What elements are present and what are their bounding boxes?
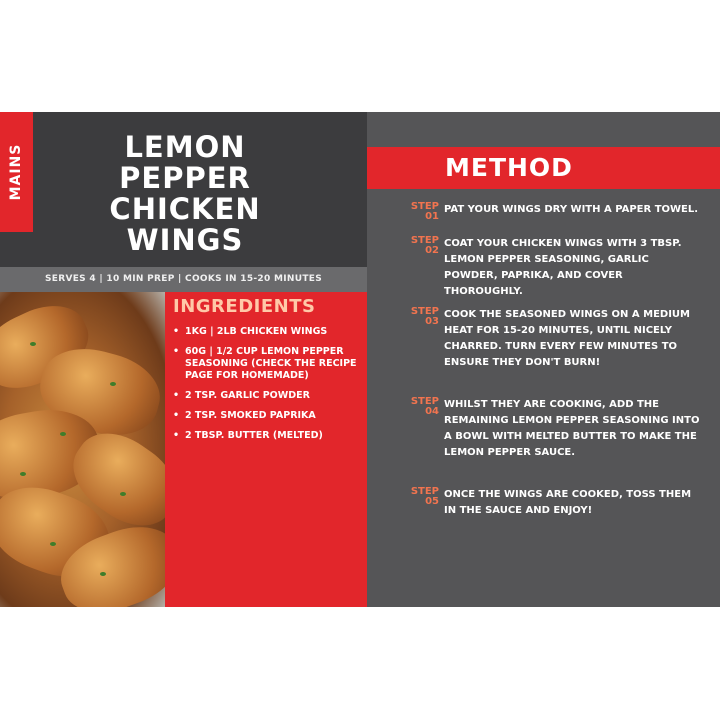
step-label: STEP 03	[410, 306, 439, 327]
section-tab	[0, 112, 33, 232]
step-text: PAT YOUR WINGS DRY WITH A PAPER TOWEL.	[444, 204, 699, 215]
ingredient-item	[173, 326, 361, 338]
bullet-icon: •	[173, 410, 180, 421]
bullet-icon: •	[173, 346, 180, 357]
ingredient-item	[173, 410, 361, 422]
right-page	[367, 112, 720, 607]
ingredients-heading: INGREDIENTS	[173, 296, 316, 317]
ingredients-panel	[165, 292, 367, 607]
ingredients-list	[173, 326, 361, 450]
ingredient-item	[173, 390, 361, 402]
ingredient-text: 2 TSP. GARLIC POWDER	[185, 390, 310, 401]
serves-info: SERVES 4 | 10 MIN PREP | COOKS IN 15-20 MINUTES	[45, 274, 322, 284]
ingredient-item	[173, 346, 361, 382]
recipe-card	[0, 112, 720, 607]
ingredient-text: 60G | 1/2 CUP LEMON PEPPER SEASONING (CHECK THE RECIPE PAGE FOR HOMEMADE)	[185, 346, 357, 381]
step-label: STEP 01	[410, 201, 439, 222]
step-label: STEP 02	[410, 235, 439, 256]
title-line: WINGS	[126, 223, 244, 257]
step-label: STEP 05	[410, 486, 439, 507]
step-text: COAT YOUR CHICKEN WINGS WITH 3 TBSP. LEMON PEPPER SEASONING, GARLIC POWDER, PAPRIKA, AND COVER THOROUGHLY.	[444, 238, 682, 297]
title-line: PEPPER	[119, 161, 251, 195]
method-heading: METHOD	[445, 153, 573, 182]
ingredient-text: 1KG | 2LB CHICKEN WINGS	[185, 326, 328, 337]
ingredient-text: 2 TBSP. BUTTER (MELTED)	[185, 430, 323, 441]
title-line: CHICKEN	[109, 192, 261, 226]
serves-bar	[0, 267, 367, 292]
chicken-wings-photo	[0, 292, 165, 607]
ingredient-item	[173, 430, 361, 442]
ingredient-text: 2 TSP. SMOKED PAPRIKA	[185, 410, 316, 421]
recipe-title	[40, 132, 330, 256]
step-text: ONCE THE WINGS ARE COOKED, TOSS THEM IN THE SAUCE AND ENJOY!	[444, 489, 692, 516]
bullet-icon: •	[173, 326, 180, 337]
method-bar	[367, 147, 720, 189]
bullet-icon: •	[173, 430, 180, 441]
title-line: LEMON	[124, 130, 246, 164]
bullet-icon: •	[173, 390, 180, 401]
section-tab-label: MAINS	[8, 143, 24, 201]
step-text: COOK THE SEASONED WINGS ON A MEDIUM HEAT FOR 15-20 MINUTES, UNTIL NICELY CHARRED. TURN EVERY FEW MINUTES TO ENSURE THEY DON'T BURN!	[444, 309, 690, 368]
left-page	[0, 112, 367, 607]
step-label: STEP 04	[410, 396, 439, 417]
step-text: WHILST THEY ARE COOKING, ADD THE REMAINING LEMON PEPPER SEASONING INTO A BOWL WITH MELTED BUTTER TO MAKE THE LEMON PEPPER SAUCE.	[444, 399, 700, 458]
